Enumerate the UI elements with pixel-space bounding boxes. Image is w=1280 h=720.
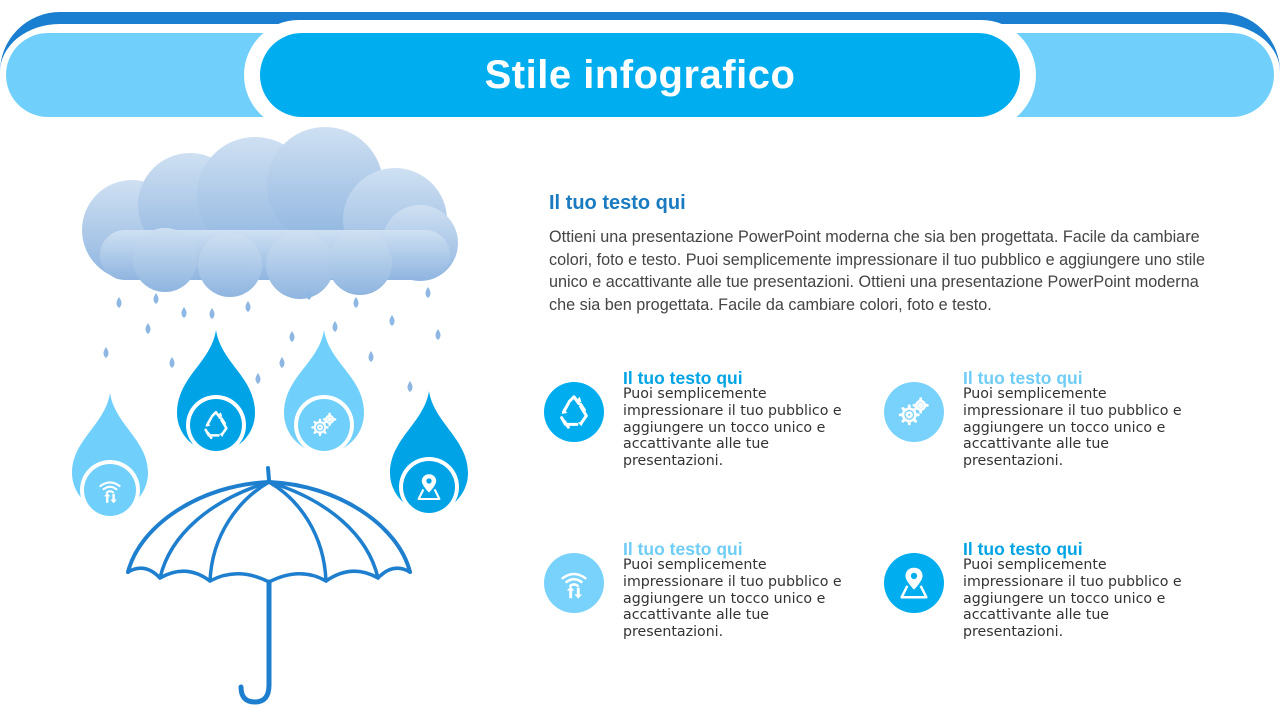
gears-icon xyxy=(895,393,933,431)
main-paragraph: Ottieni una presentazione PowerPoint moderna che sia ben progettata. Facile da cambiare colori, foto e testo. Puoi semplicemente impressionare il tuo pubblico e aggiungere uno stile unico e accattivante alle tue presentazioni. Ottieni una presentazione PowerPoint moderna che sia ben progettata. Facile da cambiare colori, foto e testo. xyxy=(549,228,1205,314)
recycle-icon xyxy=(555,393,593,431)
feature-title: Il tuo testo qui xyxy=(623,368,743,388)
rain-drops xyxy=(104,287,441,392)
feature-title: Il tuo testo qui xyxy=(963,539,1083,559)
drop-gears xyxy=(284,330,364,455)
feature-description: Puoi semplicemente impressionare il tuo pubblico e aggiungere un tocco unico e accattivante alle tue presentazioni. xyxy=(623,386,842,470)
feature-icon-circle xyxy=(884,553,944,613)
drop-map-pin xyxy=(390,391,468,517)
feature-icon-circle xyxy=(884,382,944,442)
main-heading: Il tuo testo qui xyxy=(549,192,686,214)
drop-wifi-transfer xyxy=(72,393,148,520)
cloud-icon xyxy=(82,127,458,299)
feature-item xyxy=(544,539,864,649)
page-title: Stile infografico xyxy=(484,52,796,97)
feature-icon-circle xyxy=(544,382,604,442)
feature-title: Il tuo testo qui xyxy=(963,368,1083,388)
feature-description: Puoi semplicemente impressionare il tuo pubblico e aggiungere un tocco unico e accattivante alle tue presentazioni. xyxy=(623,557,842,641)
rain-umbrella-illustration xyxy=(60,125,480,720)
map-pin-icon xyxy=(895,564,933,602)
header-title-pill xyxy=(260,33,1020,117)
drop-recycle xyxy=(177,330,255,455)
wifi-transfer-icon xyxy=(555,564,593,602)
feature-description: Puoi semplicemente impressionare il tuo pubblico e aggiungere un tocco unico e accattivante alle tue presentazioni. xyxy=(963,386,1182,470)
feature-icon-circle xyxy=(544,553,604,613)
umbrella-icon xyxy=(128,468,410,702)
feature-description: Puoi semplicemente impressionare il tuo pubblico e aggiungere un tocco unico e accattivante alle tue presentazioni. xyxy=(963,557,1182,641)
feature-item xyxy=(544,368,864,478)
feature-item xyxy=(884,539,1204,649)
feature-item xyxy=(884,368,1204,478)
feature-title: Il tuo testo qui xyxy=(623,539,743,559)
